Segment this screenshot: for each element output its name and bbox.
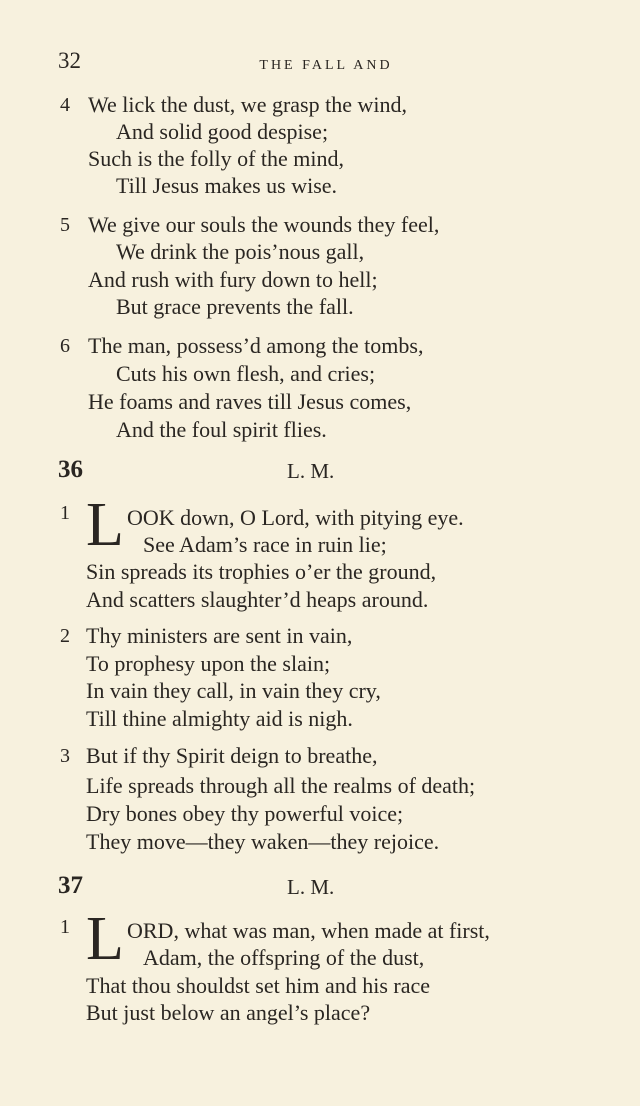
page-number: 32	[58, 48, 81, 73]
verse-line: Till Jesus makes us wise.	[116, 173, 338, 198]
verse-line: The man, possess’d among the tombs,	[88, 333, 424, 358]
verse-line: In vain they call, in vain they cry,	[86, 678, 381, 703]
verse-line: And the foul spirit flies.	[116, 417, 327, 442]
verse-number: 6	[60, 335, 70, 357]
verse-number: 2	[60, 625, 70, 647]
verse-line: To prophesy upon the slain;	[86, 651, 331, 676]
verse-line: Till thine almighty aid is nigh.	[86, 706, 353, 731]
verse-number: 4	[60, 94, 70, 116]
verse-number: 1	[60, 916, 70, 938]
verse-line: But if thy Spirit deign to breathe,	[86, 743, 378, 768]
verse-line: We lick the dust, we grasp the wind,	[88, 92, 407, 117]
verse-line: ORD, what was man, when made at first,	[127, 918, 490, 943]
verse-line: Dry bones obey thy powerful voice;	[86, 801, 404, 826]
verse-line: But just below an angel’s place?	[86, 1000, 371, 1025]
verse-line: Such is the folly of the mind,	[88, 146, 345, 171]
verse-line: They move—they waken—they rejoice.	[86, 829, 440, 854]
hymn-number: 37	[58, 872, 83, 899]
verse-line: Cuts his own flesh, and cries;	[116, 361, 376, 386]
verse-line: We give our souls the wounds they feel,	[88, 212, 440, 237]
verse-number: 5	[60, 214, 70, 236]
hymn-meter: L. M.	[287, 459, 335, 483]
verse-line: We drink the pois’nous gall,	[116, 239, 365, 264]
verse-line: And scatters slaughter’d heaps around.	[86, 587, 429, 612]
running-head: THE FALL AND	[259, 58, 393, 73]
verse-line: Thy ministers are sent in vain,	[86, 623, 353, 648]
hymn-number: 36	[58, 456, 83, 483]
hymn-meter: L. M.	[287, 875, 335, 899]
verse-line: And solid good despise;	[116, 119, 329, 144]
verse-number: 1	[60, 502, 70, 524]
verse-line: Life spreads through all the realms of death;	[86, 773, 476, 798]
verse-line: But grace prevents the fall.	[116, 294, 354, 319]
verse-number: 3	[60, 745, 70, 767]
verse-line: Sin spreads its trophies o’er the ground,	[86, 559, 437, 584]
verse-line: OOK down, O Lord, with pitying eye.	[127, 505, 464, 530]
verse-line: That thou shouldst set him and his race	[86, 973, 430, 998]
drop-cap: L	[86, 905, 124, 973]
verse-line: See Adam’s race in ruin lie;	[143, 532, 387, 557]
verse-line: And rush with fury down to hell;	[88, 267, 378, 292]
verse-line: Adam, the offspring of the dust,	[143, 945, 425, 970]
drop-cap: L	[86, 491, 124, 559]
verse-line: He foams and raves till Jesus comes,	[88, 389, 412, 414]
